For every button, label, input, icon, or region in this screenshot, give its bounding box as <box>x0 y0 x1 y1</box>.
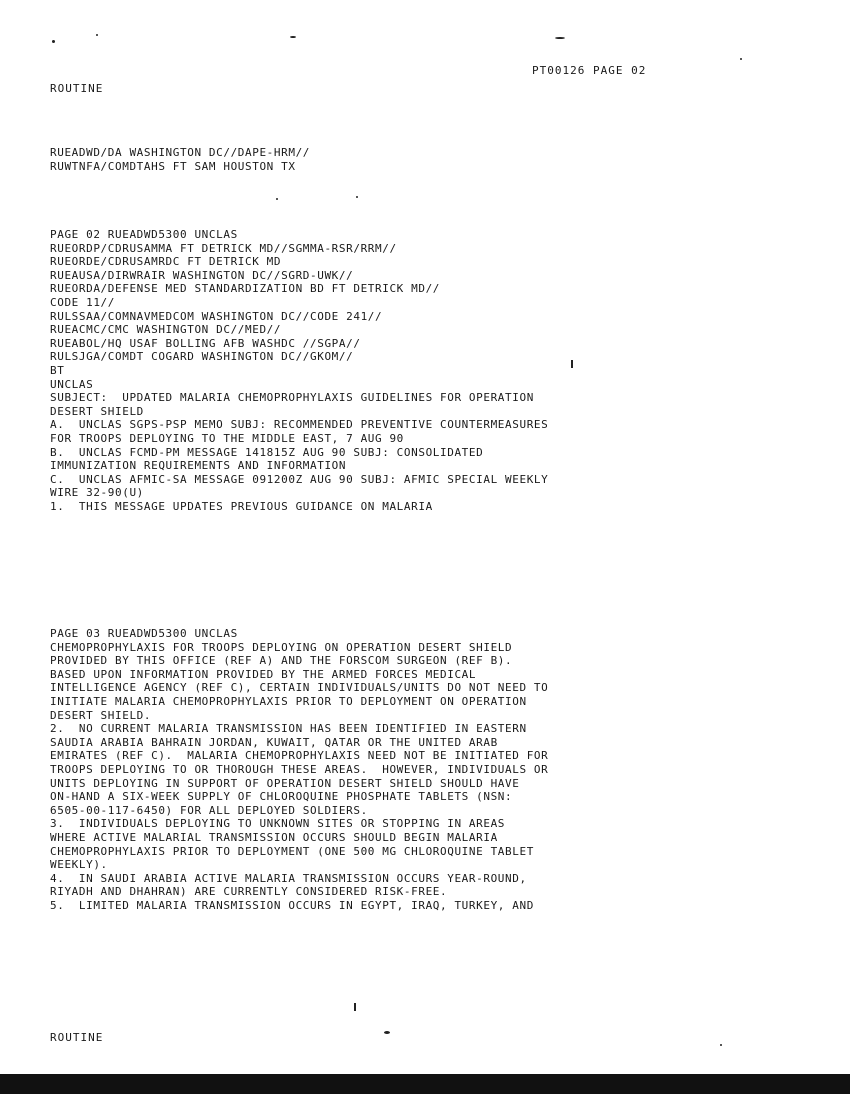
scan-speck <box>571 360 573 368</box>
scan-bottom-edge <box>0 1074 850 1094</box>
scan-speck <box>354 1003 356 1011</box>
message-body-block: PAGE 03 RUEADWD5300 UNCLAS CHEMOPROPHYLAXIS FOR TROOPS DEPLOYING ON OPERATION DESERT SHIELD PROVIDED BY THIS OFFICE (REF A) AND THE FORSCOM SURGEON (REF B). BASED UPON INFORMATION PROVIDED BY THE ARMED FORCES MEDICAL INTELLIGENCE AGENCY (REF C), CERTAIN INDIVIDUALS/UNITS DO NOT NEED TO INITIATE MALARIA CHEMOPROPHYLAXIS PRIOR TO DEPLOYMENT ON OPERATION DESERT SHIELD. 2. NO CURRENT MALARIA TRANSMISSION HAS BEEN IDENTIFIED IN EASTERN SAUDIA ARABIA BAHRAIN JORDAN, KUWAIT, QATAR OR THE UNITED ARAB EMIRATES (REF C). MALARIA CHEMOPROPHYLAXIS NEED NOT BE INITIATED FOR TROOPS DEPLOYING TO OR THOROUGH THESE AREAS. HOWEVER, INDIVIDUALS OR UNITS DEPLOYING IN SUPPORT OF OPERATION DESERT SHIELD SHOULD HAVE ON-HAND A SIX-WEEK SUPPLY OF CHLOROQUINE PHOSPHATE TABLETS (NSN: 6505-00-117-6450) FOR ALL DEPLOYED SOLDIERS. 3. INDIVIDUALS DEPLOYING TO UNKNOWN SITES OR STOPPING IN AREAS WHERE ACTIVE MALARIAL TRANSMISSION OCCURS SHOULD BEGIN MALARIA CHEMOPROPHYLAXIS PRIOR TO DEPLOYMENT (ONE 500 MG CHLOROQUINE TABLET WEEKLY). 4. IN SAUDI ARABIA ACTIVE MALARIA TRANSMISSION OCCURS YEAR-ROUND, RIYADH AND DHAHRAN) ARE CURRENTLY CONSIDERED RISK-FREE. 5. LIMITED MALARIA TRANSMISSION OCCURS IN EGYPT, IRAQ, TURKEY, AND <box>50 627 549 912</box>
addressee-and-subject-block: PAGE 02 RUEADWD5300 UNCLAS RUEORDP/CDRUSAMMA FT DETRICK MD//SGMMA-RSR/RRM// RUEORDE/CDRUSAMRDC FT DETRICK MD RUEAUSA/DIRWRAIR WASHINGTON DC//SGRD-UWK// RUEORDA/DEFENSE MED STANDARDIZATION BD FT DETRICK MD// CODE 11// RULSSAA/COMNAVMEDCOM WASHINGTON DC//CODE 241// RUEACMC/CMC WASHINGTON DC//MED// RUEABOL/HQ USAF BOLLING AFB WASHDC //SGPA// RULSJGA/COMDT COGARD WASHINGTON DC//GKOM// BT UNCLAS SUBJECT: UPDATED MALARIA CHEMOPROPHYLAXIS GUIDELINES FOR OPERATION DESERT SHIELD A. UNCLAS SGPS-PSP MEMO SUBJ: RECOMMENDED PREVENTIVE COUNTERMEASURES FOR TROOPS DEPLOYING TO THE MIDDLE EAST, 7 AUG 90 B. UNCLAS FCMD-PM MESSAGE 141815Z AUG 90 SUBJ: CONSOLIDATED IMMUNIZATION REQUIREMENTS AND INFORMATION C. UNCLAS AFMIC-SA MESSAGE 091200Z AUG 90 SUBJ: AFMIC SPECIAL WEEKLY WIRE 32-90(U) 1. THIS MESSAGE UPDATES PREVIOUS GUIDANCE ON MALARIA <box>50 228 549 513</box>
scan-speck <box>555 37 565 39</box>
scan-speck <box>384 1031 390 1034</box>
classification-footer: ROUTINE <box>50 1031 104 1044</box>
scan-speck <box>740 58 742 60</box>
scan-speck <box>720 1044 722 1046</box>
page-identifier: PT00126 PAGE 02 <box>532 64 647 77</box>
routing-block: RUEADWD/DA WASHINGTON DC//DAPE-HRM// RUWTNFA/COMDTAHS FT SAM HOUSTON TX <box>50 146 311 173</box>
scan-speck <box>276 198 278 200</box>
scan-speck <box>290 36 296 38</box>
scan-speck <box>96 34 98 36</box>
scan-speck <box>356 196 358 198</box>
scan-speck <box>52 40 55 43</box>
classification-header: ROUTINE <box>50 82 104 95</box>
